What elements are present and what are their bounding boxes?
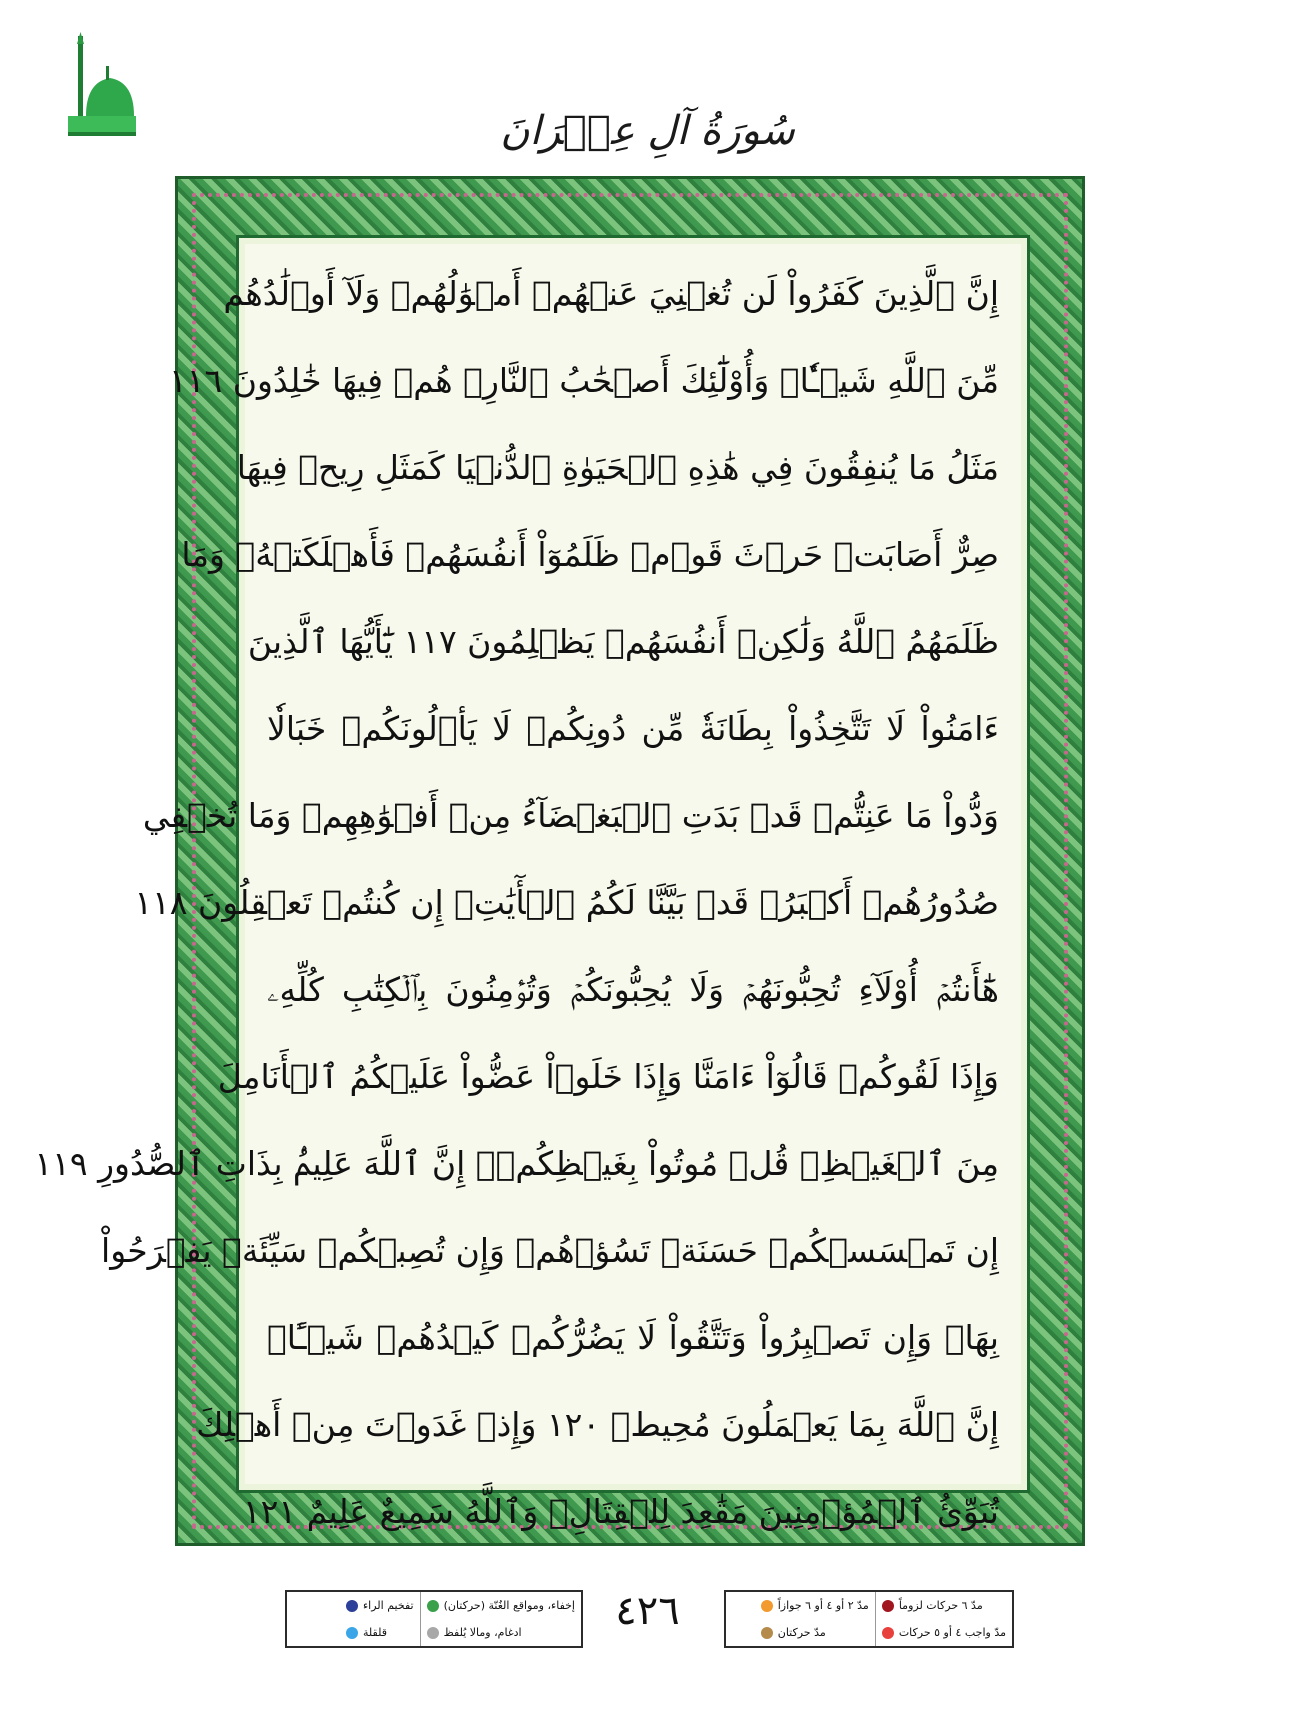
text-line: مِنَ ٱلۡغَيۡظِۚ قُلۡ مُوتُواْ بِغَيۡظِكُمۡۗ إِنَّ ٱللَّهَ عَلِيمُۢ بِذَاتِ ٱلصُّدُورِ ١١٩ xyxy=(34,1144,999,1183)
legend-item xyxy=(346,1599,414,1612)
text-line: ءَامَنُواْ لَا تَتَّخِذُواْ بِطَانَةٗ مِّن دُونِكُمۡ لَا يَأۡلُونَكُمۡ خَبَالٗا xyxy=(267,709,999,748)
legend-item xyxy=(882,1626,1006,1639)
legend-column xyxy=(420,1592,581,1646)
text-line: بِهَاۖ وَإِن تَصۡبِرُواْ وَتَتَّقُواْ لَا يَضُرُّكُمۡ كَيۡدُهُمۡ شَيۡـًٔاۗ xyxy=(267,1318,999,1357)
quran-text-panel xyxy=(34,235,1030,1531)
legend-item xyxy=(427,1626,575,1639)
legend-column xyxy=(340,1592,420,1646)
text-line: صُدُورُهُمۡ أَكۡبَرُۚ قَدۡ بَيَّنَّا لَكُمُ ٱلۡأٓيَٰتِۖ إِن كُنتُمۡ تَعۡقِلُونَ ١١٨ xyxy=(134,883,999,922)
text-line: وَدُّواْ مَا عَنِتُّمۡ قَدۡ بَدَتِ ٱلۡبَغۡضَآءُ مِنۡ أَفۡوَٰهِهِمۡ وَمَا تُخۡفِي xyxy=(142,796,999,835)
legend-label: ادغام، ومالا يُلفظ xyxy=(443,1626,522,1639)
legend-item xyxy=(761,1599,869,1612)
legend-label: مدّ واجب ٤ أو ٥ حركات xyxy=(898,1626,1006,1639)
color-dot-icon xyxy=(427,1600,439,1612)
color-dot-icon xyxy=(761,1600,773,1612)
color-dot-icon xyxy=(346,1600,358,1612)
legend-label: مدّ حركتان xyxy=(777,1626,826,1639)
color-dot-icon xyxy=(882,1600,894,1612)
tajweed-legend-right xyxy=(724,1590,1014,1648)
legend-column xyxy=(755,1592,875,1646)
color-dot-icon xyxy=(882,1627,894,1639)
legend-label: مدّ ٦ حركات لزوماً xyxy=(898,1599,983,1612)
legend-item xyxy=(882,1599,1006,1612)
text-line: مَثَلُ مَا يُنفِقُونَ فِي هَٰذِهِ ٱلۡحَيَوٰةِ ٱلدُّنۡيَا كَمَثَلِ رِيحٖ فِيهَا xyxy=(236,448,999,487)
legend-label: قلقلة xyxy=(363,1626,388,1639)
color-dot-icon xyxy=(427,1627,439,1639)
text-line: ظَلَمَهُمُ ٱللَّهُ وَلَٰكِنۡ أَنفُسَهُمۡ يَظۡلِمُونَ ١١٧ يَٰٓأَيُّهَا ٱلَّذِينَ xyxy=(247,622,999,661)
legend-label: إخفاء، ومواقع الغُنّة (حركتان) xyxy=(443,1599,575,1612)
text-line: إِن تَمۡسَسۡكُمۡ حَسَنَةٞ تَسُؤۡهُمۡ وَإِن تُصِبۡكُمۡ سَيِّئَةٞ يَفۡرَحُواْ xyxy=(101,1231,999,1270)
text-line: إِنَّ ٱللَّهَ بِمَا يَعۡمَلُونَ مُحِيطٞ ١٢٠ وَإِذۡ غَدَوۡتَ مِنۡ أَهۡلِكَ xyxy=(196,1405,999,1444)
text-lines xyxy=(34,250,999,1531)
text-line: تُبَوِّئُ ٱلۡمُؤۡمِنِينَ مَقَٰعِدَ لِلۡقِتَالِۗ وَٱللَّهُ سَمِيعٌ عَلِيمٌ ١٢١ xyxy=(242,1492,999,1531)
page-number: ٤٢٦ xyxy=(615,1588,680,1634)
color-dot-icon xyxy=(346,1627,358,1639)
text-line: صِرٌّ أَصَابَتۡ حَرۡثَ قَوۡمٖ ظَلَمُوٓاْ أَنفُسَهُمۡ فَأَهۡلَكَتۡهُۚ وَمَا xyxy=(181,535,999,574)
legend-label: تفخيم الراء xyxy=(363,1599,414,1612)
text-line: إِنَّ ٱلَّذِينَ كَفَرُواْ لَن تُغۡنِيَ عَنۡهُمۡ أَمۡوَٰلُهُمۡ وَلَآ أَوۡلَٰدُهُم xyxy=(223,274,999,313)
surah-title: سُورَةُ آلِ عِمۡرَانَ xyxy=(500,108,795,154)
text-line: وَإِذَا لَقُوكُمۡ قَالُوٓاْ ءَامَنَّا وَإِذَا خَلَوۡاْ عَضُّواْ عَلَيۡكُمُ ٱلۡأَنَامِلَ xyxy=(217,1057,999,1096)
tajweed-legend-left xyxy=(285,1590,583,1648)
ornamental-frame xyxy=(34,176,1085,1546)
text-line: مِّنَ ٱللَّهِ شَيۡـٔٗاۖ وَأُوْلَٰٓئِكَ أَصۡحَٰبُ ٱلنَّارِۚ هُمۡ فِيهَا خَٰلِدُونَ ١١٦ xyxy=(169,361,999,400)
color-dot-icon xyxy=(761,1627,773,1639)
legend-item xyxy=(427,1599,575,1612)
legend-label: مدّ ٢ أو ٤ أو ٦ جوازاً xyxy=(777,1599,869,1612)
legend-item xyxy=(346,1626,414,1639)
legend-item xyxy=(761,1626,869,1639)
text-line: هَٰٓأَنتُمۡ أُوْلَآءِ تُحِبُّونَهُمۡ وَلَا يُحِبُّونَكُمۡ وَتُؤۡمِنُونَ بِٱلۡكِتَٰبِ كُلِّهِۦ xyxy=(267,970,999,1009)
legend-column xyxy=(875,1592,1012,1646)
